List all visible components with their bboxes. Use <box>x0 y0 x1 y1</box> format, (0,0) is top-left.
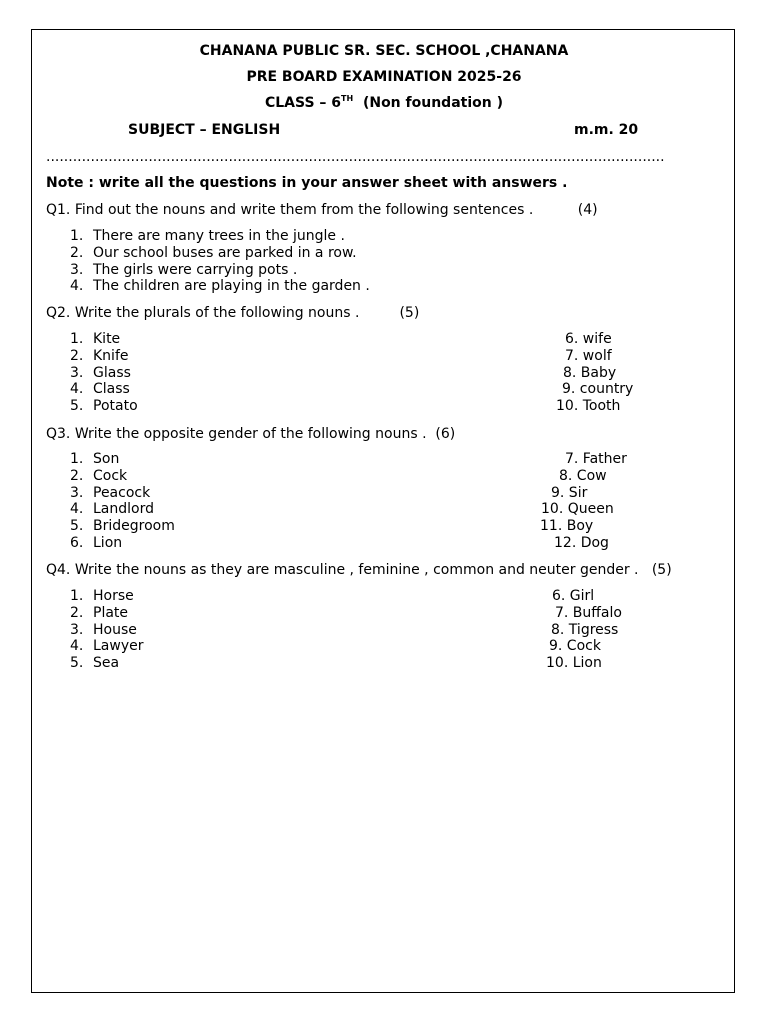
school-name: CHANANA PUBLIC SR. SEC. SCHOOL ,CHANANA <box>199 43 569 59</box>
exam-title: PRE BOARD EXAMINATION 2025-26 <box>246 69 522 85</box>
q1-item-number: 1. <box>70 228 84 244</box>
q4-item-number: 3. <box>70 621 84 638</box>
q2-item-number: 1. <box>70 331 84 347</box>
class-superscript: TH <box>341 94 354 103</box>
q2-item-number: 5. <box>70 398 84 415</box>
q4-right-item: 10. Lion <box>546 655 602 672</box>
q4-item-number: 4. <box>70 638 84 655</box>
class-prefix: CLASS – 6 <box>264 95 342 111</box>
q3-right-item: 8. Cow <box>559 467 607 484</box>
q4-item-text: Lawyer <box>93 638 144 655</box>
q3-item-number: 1. <box>70 451 84 467</box>
q1-item-text: Our school buses are parked in a row. <box>93 244 357 261</box>
q3-item-number: 2. <box>70 467 84 484</box>
q3-item <box>70 468 127 484</box>
q4-item-text: Horse <box>93 588 134 604</box>
q1-item <box>70 245 357 261</box>
q2-item-number: 2. <box>70 347 84 364</box>
q2-right-item: 10. Tooth <box>556 398 621 415</box>
q1-item-number: 4. <box>70 278 84 295</box>
q3-item <box>70 451 119 467</box>
q4-prompt: Q4. Write the nouns as they are masculine , feminine , common and neuter gender . (5) <box>46 562 672 578</box>
q3-item <box>70 535 122 551</box>
q4-item <box>70 638 143 654</box>
max-marks: m.m. 20 <box>574 122 639 138</box>
q1-item-text: There are many trees in the jungle . <box>93 228 345 244</box>
q2-item <box>70 331 120 347</box>
q4-item-number: 1. <box>70 588 84 604</box>
q4-item <box>70 605 128 621</box>
q3-item-text: Son <box>93 451 120 467</box>
q1-item-number: 3. <box>70 261 84 278</box>
subject-label: SUBJECT – ENGLISH <box>128 122 281 138</box>
q2-right-item: 8. Baby <box>563 364 617 381</box>
q4-item-text: Plate <box>93 604 129 621</box>
q2-item-text: Potato <box>93 398 138 415</box>
q1-item-text: The children are playing in the garden . <box>93 278 370 295</box>
q4-right-item: 9. Cock <box>549 638 601 655</box>
dotted-divider: ........................................................................................................................................... <box>46 149 665 165</box>
q1-item <box>70 262 297 278</box>
q2-right-item: 9. country <box>562 381 634 398</box>
q2-right-item: 6. wife <box>565 331 612 347</box>
q3-item-text: Peacock <box>93 484 151 501</box>
q4-right-item: 7. Buffalo <box>555 604 622 621</box>
q3-prompt: Q3. Write the opposite gender of the following nouns . (6) <box>46 426 456 442</box>
q4-item-number: 2. <box>70 604 84 621</box>
q2-item <box>70 365 131 381</box>
q3-item-text: Cock <box>93 467 128 484</box>
q2-item-text: Knife <box>93 347 129 364</box>
q4-item-text: House <box>93 621 137 638</box>
q2-item-text: Kite <box>93 331 121 347</box>
q3-item-text: Landlord <box>93 501 154 518</box>
q3-item-text: Bridegroom <box>93 518 175 535</box>
q2-prompt: Q2. Write the plurals of the following nouns . (5) <box>46 305 420 321</box>
q2-item-number: 3. <box>70 364 84 381</box>
q3-right-item: 9. Sir <box>551 484 588 501</box>
q3-right-item: 11. Boy <box>540 518 594 535</box>
q3-item-number: 5. <box>70 518 84 535</box>
q2-item-text: Class <box>93 381 130 398</box>
q4-item-text: Sea <box>93 655 120 672</box>
q2-right-item: 7. wolf <box>565 347 612 364</box>
q2-item <box>70 398 138 414</box>
q3-item-number: 3. <box>70 484 84 501</box>
q3-item-number: 6. <box>70 535 84 551</box>
note: Note : write all the questions in your answer sheet with answers . <box>46 175 568 191</box>
q2-item-text: Glass <box>93 364 131 381</box>
class-line <box>0 95 768 111</box>
q4-right-item: 8. Tigress <box>551 621 619 638</box>
q1-item <box>70 278 370 294</box>
q1-item <box>70 228 345 244</box>
q1-item-number: 2. <box>70 244 84 261</box>
q3-item-number: 4. <box>70 501 84 518</box>
q3-item <box>70 518 175 534</box>
q4-right-item: 6. Girl <box>552 588 595 604</box>
q3-item <box>70 501 154 517</box>
q4-item <box>70 588 134 604</box>
q4-item <box>70 622 137 638</box>
q3-item-text: Lion <box>93 535 123 551</box>
q3-right-item: 12. Dog <box>554 535 609 551</box>
q3-right-item: 10. Queen <box>541 501 614 518</box>
q3-right-item: 7. Father <box>565 451 627 467</box>
q1-prompt: Q1. Find out the nouns and write them from the following sentences . (4) <box>46 202 598 218</box>
q3-item <box>70 485 150 501</box>
q2-item <box>70 381 130 397</box>
q4-item <box>70 655 119 671</box>
q4-item-number: 5. <box>70 655 84 672</box>
q2-item-number: 4. <box>70 381 84 398</box>
class-suffix: (Non foundation ) <box>353 95 503 111</box>
q2-item <box>70 348 129 364</box>
q1-item-text: The girls were carrying pots . <box>93 261 298 278</box>
